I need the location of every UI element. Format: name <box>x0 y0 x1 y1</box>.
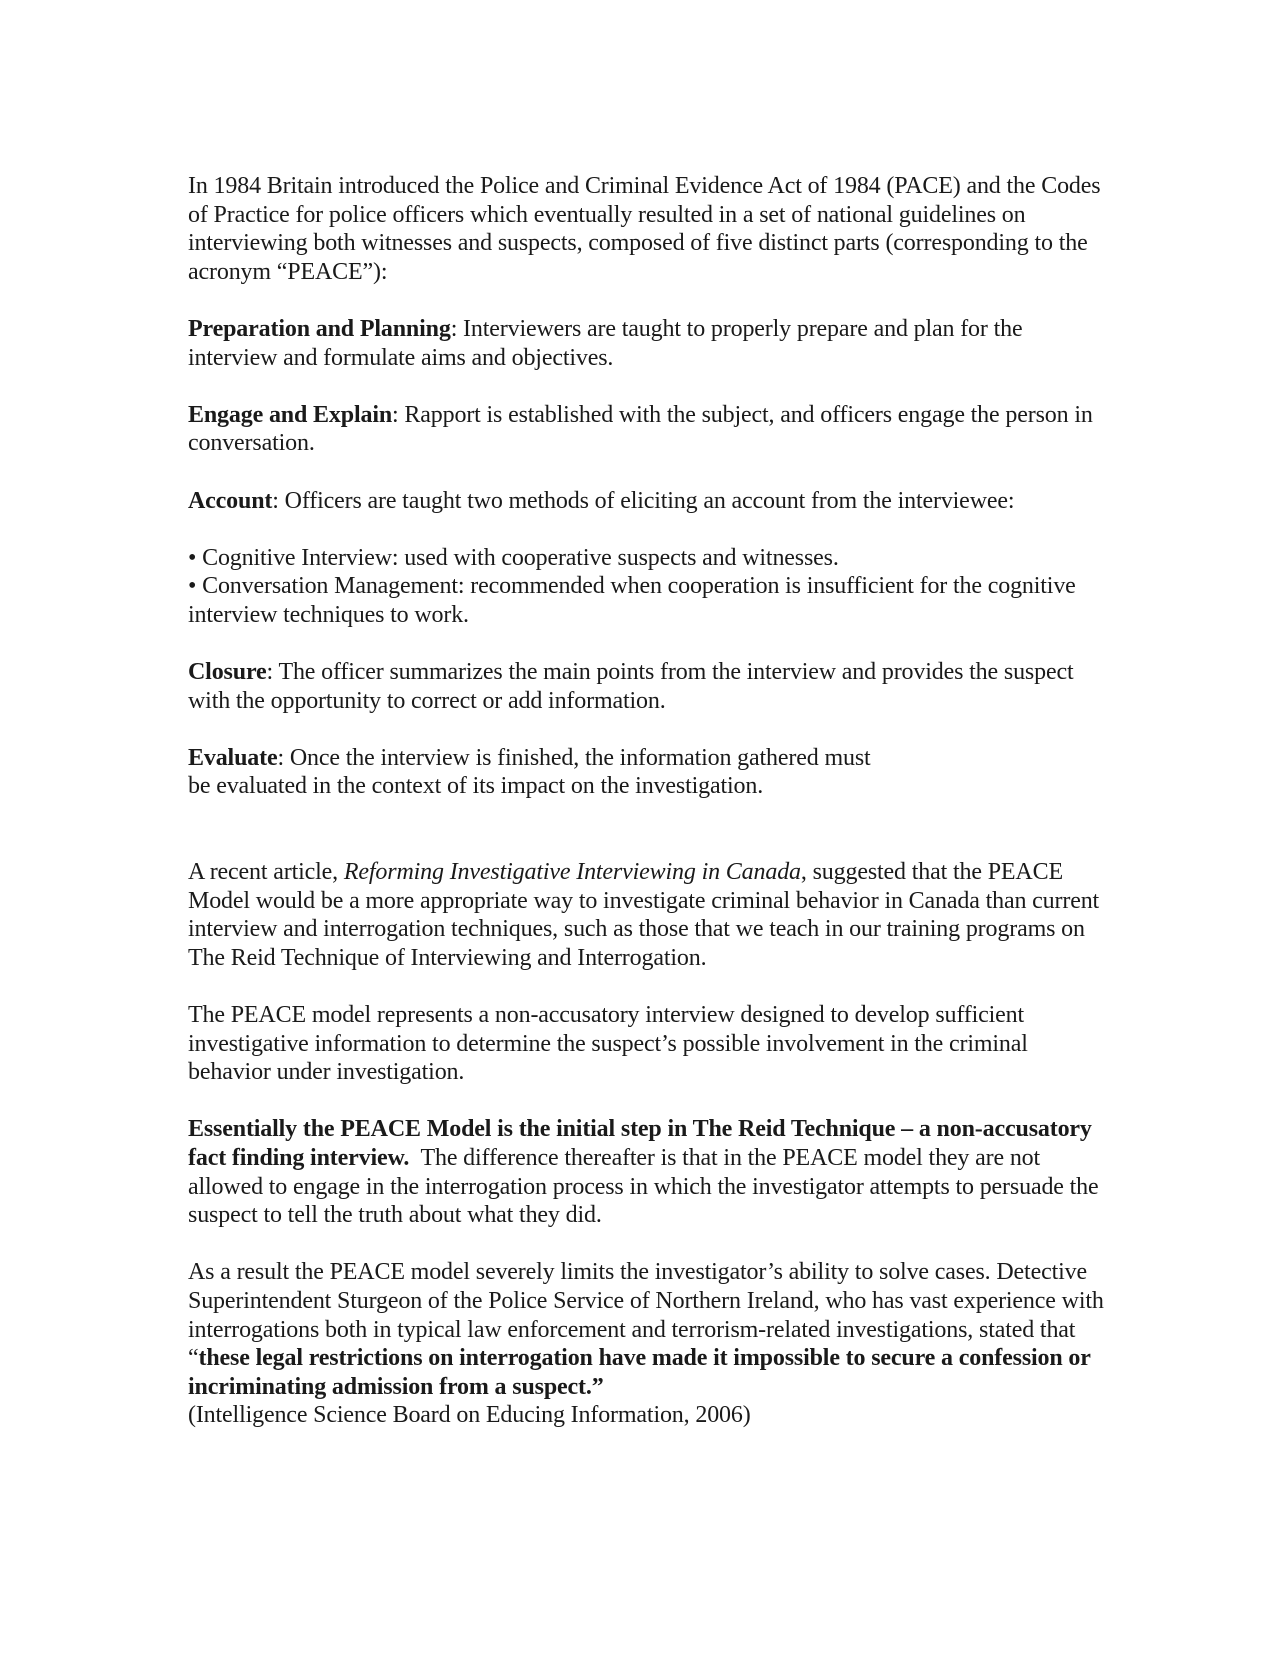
preparation-text: : Interviewers are taught to properly prepare and plan for the interview and formulate aims and objectives. <box>188 315 1023 371</box>
evaluate-paragraph <box>188 744 1108 801</box>
closure-paragraph <box>188 658 1108 715</box>
evaluate-term: Evaluate <box>188 744 278 771</box>
method-cognitive: • Cognitive Interview: used with cooperative suspects and witnesses. <box>188 544 839 571</box>
evaluate-text-line2: be evaluated in the context of its impact on the investigation. <box>188 773 764 800</box>
preparation-paragraph <box>188 315 1108 372</box>
result-quote: these legal restrictions on interrogation have made it impossible to secure a confession or incriminating admission from a suspect.” <box>188 1345 1091 1400</box>
account-paragraph <box>188 487 1108 516</box>
evaluate-text-line1: : Once the interview is finished, the information gathered must <box>277 744 871 771</box>
result-citation: (Intelligence Science Board on Educing Information, 2006) <box>188 1402 751 1429</box>
peace-model-text: The PEACE model represents a non-accusatory interview designed to develop sufficient investigative information to determine the suspect’s possible involvement in the criminal behavior under investigation. <box>188 1002 1028 1086</box>
essentially-text: The difference thereafter is that in the PEACE model they are not allowed to engage in the interrogation process in which the investigator attempts to persuade the suspect to tell the truth about what they did. <box>188 1145 1105 1229</box>
engage-paragraph <box>188 401 1108 458</box>
intro-paragraph <box>188 172 1108 286</box>
article-suffix: , suggested that the PEACE Model would be a more appropriate way to investigate criminal behavior in Canada than current interview and interrogation techniques, such as those that we teach in our training programs on The Reid Technique of Interviewing and Interrogation. <box>188 859 1100 971</box>
intro-text: In 1984 Britain introduced the Police and Criminal Evidence Act of 1984 (PACE) and the Codes of Practice for police officers which eventually resulted in a set of national guidelines on interviewing both witnesses and suspects, composed of five distinct parts (corresponding to the acronym “PEACE”): <box>188 173 1101 285</box>
closure-text: : The officer summarizes the main points from the interview and provides the suspect with the opportunity to correct or add information. <box>188 659 1074 714</box>
article-paragraph <box>188 858 1108 972</box>
account-text: : Officers are taught two methods of eliciting an account from the interviewee: <box>272 487 1015 514</box>
document-page <box>188 172 1108 1430</box>
engage-term: Engage and Explain <box>188 401 393 428</box>
result-paragraph <box>188 1258 1108 1430</box>
essentially-paragraph <box>188 1115 1108 1229</box>
article-prefix: A recent article, <box>188 859 344 886</box>
result-text: As a result the PEACE model severely limits the investigator’s ability to solve cases. Detective Superintendent Sturgeon of the Police Service of Northern Ireland, who has vast experience with interrogations both in typical law enforcement and terrorism-related investigations, stated that “ <box>188 1259 1104 1372</box>
preparation-term: Preparation and Planning <box>188 315 451 342</box>
methods-list <box>188 544 1108 630</box>
closure-term: Closure <box>188 659 267 686</box>
method-conversation: • Conversation Management: recommended when cooperation is insufficient for the cognitive interview techniques to work. <box>188 573 1076 628</box>
peace-model-paragraph <box>188 1001 1108 1087</box>
article-title: Reforming Investigative Interviewing in Canada <box>343 859 801 886</box>
account-term: Account <box>188 487 273 514</box>
engage-text: : Rapport is established with the subject, and officers engage the person in conversation. <box>188 401 1093 457</box>
essentially-bold: Essentially the PEACE Model is the initial step in The Reid Technique – a non-accusatory fact finding interview. <box>188 1116 1092 1171</box>
